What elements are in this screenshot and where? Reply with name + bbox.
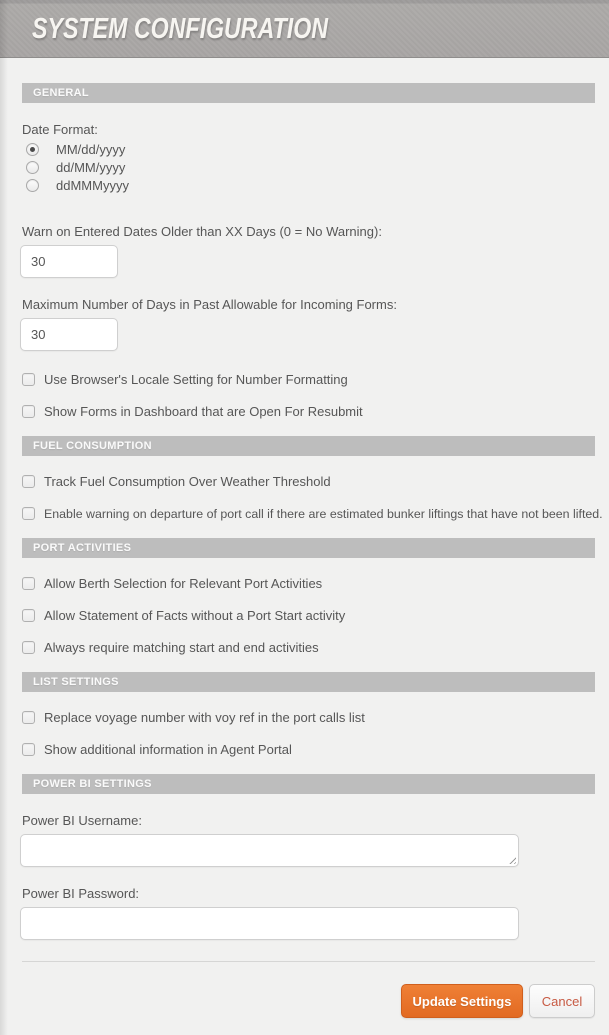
checkbox-icon[interactable] xyxy=(22,641,35,654)
checkbox-label: Replace voyage number with voy ref in the port calls list xyxy=(44,710,365,725)
section-header-general: GENERAL xyxy=(22,83,595,103)
checkbox-browser-locale[interactable] xyxy=(22,373,595,386)
checkbox-icon[interactable] xyxy=(22,373,35,386)
checkbox-require-matching-activities[interactable] xyxy=(22,641,595,654)
max-days-input[interactable] xyxy=(20,318,118,351)
checkbox-icon[interactable] xyxy=(22,405,35,418)
power-bi-username-label: Power BI Username: xyxy=(22,813,142,828)
power-bi-password-label: Power BI Password: xyxy=(22,886,140,901)
checkbox-label: Show additional information in Agent Portal xyxy=(44,742,292,757)
power-bi-username-input[interactable] xyxy=(20,834,519,867)
radio-icon[interactable] xyxy=(26,143,39,156)
checkbox-icon[interactable] xyxy=(22,507,35,520)
update-settings-button[interactable]: Update Settings xyxy=(401,984,523,1018)
radio-option-label: ddMMMyyyy xyxy=(56,178,129,193)
checkbox-icon[interactable] xyxy=(22,577,35,590)
power-bi-username-wrap xyxy=(20,834,519,867)
warn-days-input[interactable] xyxy=(20,245,118,278)
radio-option-ddmmmyyyy[interactable] xyxy=(26,179,595,192)
system-configuration-form xyxy=(0,83,609,1035)
radio-option-label: dd/MM/yyyy xyxy=(56,160,126,175)
page-title: SYSTEM CONFIGURATION xyxy=(32,13,329,45)
checkbox-label: Track Fuel Consumption Over Weather Threshold xyxy=(44,474,331,489)
checkbox-icon[interactable] xyxy=(22,711,35,724)
checkbox-track-fuel-weather[interactable] xyxy=(22,475,595,488)
radio-option-label: MM/dd/yyyy xyxy=(56,142,126,157)
checkbox-icon[interactable] xyxy=(22,609,35,622)
section-header-fuel-consumption: FUEL CONSUMPTION xyxy=(22,436,595,456)
radio-option-mm-dd-yyyy[interactable] xyxy=(26,143,595,156)
checkbox-allow-sof-without-port-start[interactable] xyxy=(22,609,595,622)
max-days-label: Maximum Number of Days in Past Allowable for Incoming Forms: xyxy=(22,297,397,312)
checkbox-show-forms-resubmit[interactable] xyxy=(22,405,595,418)
cancel-button[interactable]: Cancel xyxy=(529,984,595,1018)
checkbox-label: Use Browser's Locale Setting for Number Formatting xyxy=(44,372,348,387)
checkbox-bunker-liftings-warning[interactable] xyxy=(22,506,603,521)
checkbox-label: Allow Statement of Facts without a Port Start activity xyxy=(44,608,346,623)
checkbox-label: Show Forms in Dashboard that are Open For Resubmit xyxy=(44,404,363,419)
page-header xyxy=(0,0,609,58)
date-format-label: Date Format: xyxy=(22,122,98,137)
checkbox-icon[interactable] xyxy=(22,475,35,488)
checkbox-label: Always require matching start and end activities xyxy=(44,640,319,655)
checkbox-agent-portal-info[interactable] xyxy=(22,743,595,756)
radio-icon[interactable] xyxy=(26,179,39,192)
date-format-radio-group xyxy=(22,143,595,192)
checkbox-label: Enable warning on departure of port call if there are estimated bunker liftings that have not been lifted. xyxy=(44,506,603,521)
radio-option-dd-mm-yyyy[interactable] xyxy=(26,161,595,174)
checkbox-allow-berth-selection[interactable] xyxy=(22,577,595,590)
checkbox-replace-voyage-number[interactable] xyxy=(22,711,595,724)
power-bi-password-input[interactable] xyxy=(20,907,519,940)
section-header-port-activities: PORT ACTIVITIES xyxy=(22,538,595,558)
warn-days-label: Warn on Entered Dates Older than XX Days (0 = No Warning): xyxy=(22,224,382,239)
radio-icon[interactable] xyxy=(26,161,39,174)
section-header-list-settings: LIST SETTINGS xyxy=(22,672,595,692)
section-header-power-bi: POWER BI SETTINGS xyxy=(22,774,595,794)
checkbox-icon[interactable] xyxy=(22,743,35,756)
footer-divider xyxy=(22,961,595,962)
checkbox-label: Allow Berth Selection for Relevant Port Activities xyxy=(44,576,323,591)
